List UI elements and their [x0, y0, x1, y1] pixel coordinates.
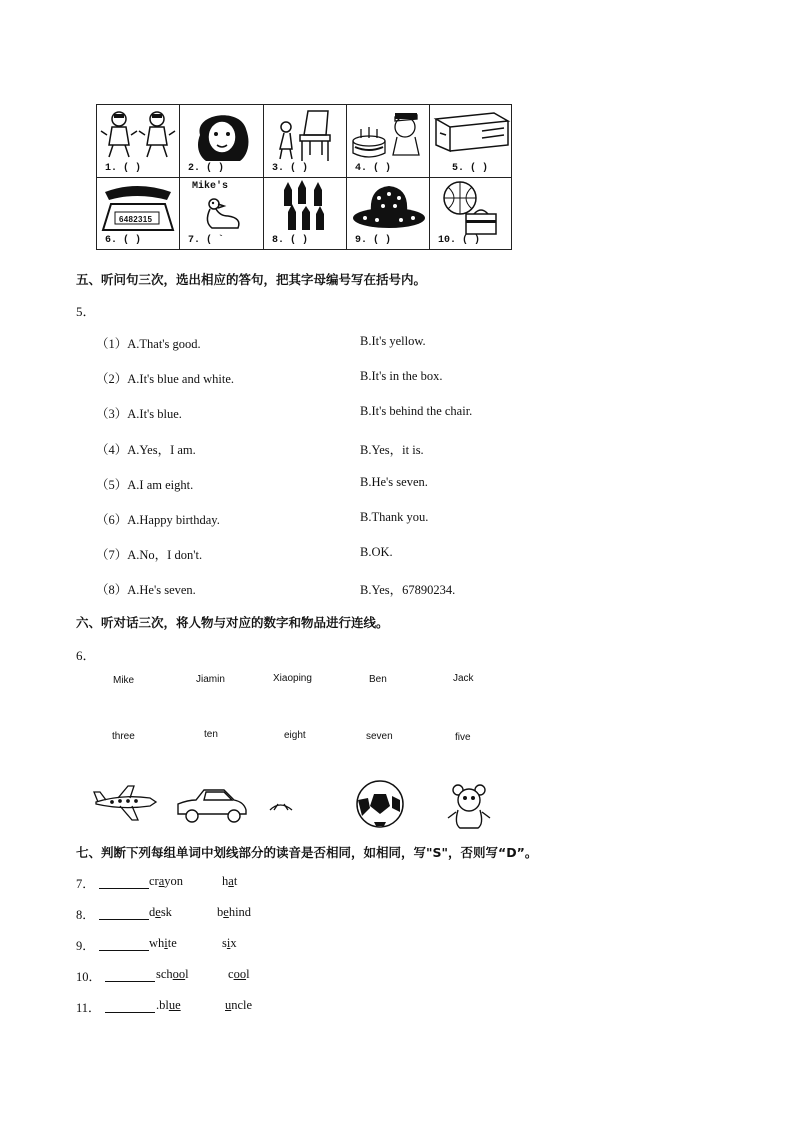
number-label: three: [112, 731, 135, 742]
kite-icon: [270, 804, 292, 810]
grid-label: 10. ( ): [438, 235, 481, 246]
question-row: [76, 998, 159, 1016]
plane-icon: [94, 786, 156, 820]
option-b: B.He's seven.: [360, 475, 428, 489]
grid-label: 2. ( ): [188, 163, 225, 174]
option-b: B.Thank you.: [360, 510, 429, 524]
grid-cell-8: [263, 177, 347, 250]
grid-cell-6: [96, 177, 180, 250]
phone-number-label: 6482315: [119, 215, 153, 224]
number-label: seven: [366, 731, 393, 742]
name-label: Mike: [113, 675, 135, 686]
option-b: B.OK.: [360, 545, 393, 559]
option-a: （5）A.I am eight.: [96, 478, 194, 492]
word-1: crayon: [149, 874, 184, 888]
option-a: （1）A.That's good.: [96, 337, 201, 351]
word-2: uncle: [225, 998, 253, 1012]
name-label: Xiaoping: [273, 673, 312, 684]
word-2: hat: [222, 874, 238, 888]
objects-row: [92, 780, 492, 830]
grid-cell-1: [96, 104, 180, 178]
question-number: 8．: [76, 908, 95, 922]
question-row: [76, 905, 153, 923]
question-number: 10．: [76, 970, 102, 984]
number-label: five: [455, 732, 471, 743]
grid-label: 7. ( `: [188, 235, 225, 246]
word-2: six: [222, 936, 237, 950]
question-number: 9．: [76, 939, 95, 953]
ball-icon: [357, 781, 403, 827]
question-number: 7．: [76, 877, 95, 891]
mikes-caption: Mike's: [192, 181, 229, 192]
teddy-bear-icon: [448, 785, 490, 828]
option-a: （4）A.Yes，I am.: [96, 443, 196, 457]
grid-label: 6. ( ): [105, 235, 142, 246]
option-b: B.It's yellow.: [360, 334, 426, 348]
option-a: （7）A.No，I don't.: [96, 548, 203, 562]
grid-cell-5: [429, 104, 512, 178]
number-label: ten: [204, 729, 218, 740]
option-b: B.Yes，it is.: [360, 443, 424, 457]
answer-blank[interactable]: [105, 1002, 155, 1013]
option-b: B.Yes，67890234.: [360, 583, 456, 597]
word-1: .blue: [156, 998, 181, 1012]
grid-label: 8. ( ): [272, 235, 309, 246]
question-number: 6．: [76, 648, 96, 663]
option-a: （8）A.He's seven.: [96, 583, 196, 597]
option-b: B.It's in the box.: [360, 369, 443, 383]
question-row: [76, 967, 159, 985]
question-number: 5．: [76, 304, 96, 319]
grid-label: 3. ( ): [272, 163, 309, 174]
question-number: 11．: [76, 1001, 101, 1015]
grid-cell-10: [429, 177, 512, 250]
word-1: school: [156, 967, 189, 981]
option-a: （2）A.It's blue and white.: [96, 372, 234, 386]
section6-heading: 六、听对话三次，将人物与对应的数字和物品进行连线。: [76, 615, 389, 630]
word-1: desk: [149, 905, 172, 919]
answer-blank[interactable]: [99, 940, 149, 951]
name-label: Jiamin: [196, 674, 225, 685]
answer-blank[interactable]: [105, 971, 155, 982]
option-a: （3）A.It's blue.: [96, 407, 182, 421]
grid-cell-3: [263, 104, 347, 178]
option-a: （6）A.Happy birthday.: [96, 513, 220, 527]
answer-blank[interactable]: [99, 878, 149, 889]
grid-cell-7: [179, 177, 264, 250]
answer-blank[interactable]: [99, 909, 149, 920]
option-b: B.It's behind the chair.: [360, 404, 473, 418]
car-icon: [178, 790, 246, 822]
grid-cell-2: [179, 104, 264, 178]
question-row: [76, 936, 153, 954]
grid-label: 5. ( ): [452, 163, 489, 174]
section7-heading: 七、判断下列每组单词中划线部分的读音是否相同，如相同，写"S"，否则写“D”。: [76, 845, 538, 860]
grid-cell-4: [346, 104, 430, 178]
number-label: eight: [284, 730, 306, 741]
name-label: Ben: [369, 674, 387, 685]
grid-label: 9. ( ): [355, 235, 392, 246]
picture-grid: [96, 104, 512, 250]
section5-heading: 五、听问句三次，选出相应的答句，把其字母编号写在括号内。: [76, 272, 427, 287]
word-1: white: [149, 936, 177, 950]
question-row: [76, 874, 153, 892]
grid-cell-9: [346, 177, 430, 250]
grid-label: 4. ( ): [355, 163, 392, 174]
name-label: Jack: [453, 673, 474, 684]
grid-label: 1. ( ): [105, 163, 142, 174]
word-2: cool: [228, 967, 250, 981]
word-2: behind: [217, 905, 252, 919]
